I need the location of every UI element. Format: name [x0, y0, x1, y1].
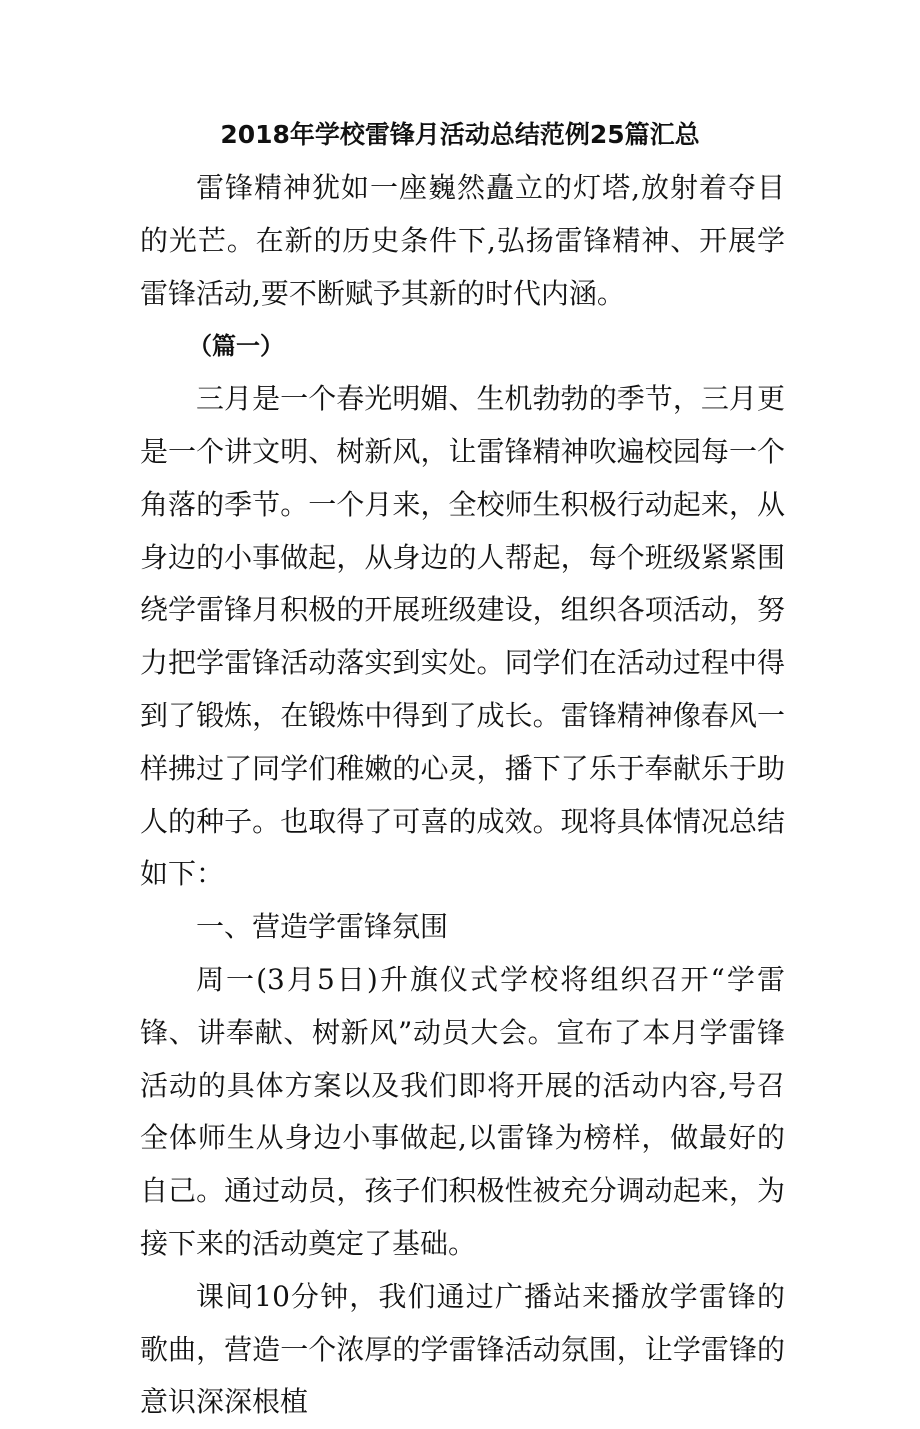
- intro-paragraph: 雷锋精神犹如一座巍然矗立的灯塔,放射着夺目的光芒。在新的历史条件下,弘扬雷锋精神、开展学雷锋活动,要不断赋予其新的时代内涵。: [140, 171, 785, 310]
- document-title: 2018年学校雷锋月活动总结范例25篇汇总: [220, 120, 700, 149]
- subheading: 一、营造学雷锋氛围: [196, 910, 449, 944]
- document-body: [140, 162, 785, 1429]
- body-paragraph: 三月是一个春光明媚、生机勃勃的季节，三月更是一个讲文明、树新风，让雷锋精神吹遍校园每一个角落的季节。一个月来，全校师生积极行动起来，从身边的小事做起，从身边的人帮起，每个班级紧紧围绕学雷锋月积极的开展班级建设，组织各项活动，努力把学雷锋活动落实到实处。同学们在活动过程中得到了锻炼，在锻炼中得到了成长。雷锋精神像春风一样拂过了同学们稚嫩的心灵，播下了乐于奉献乐于助人的种子。也取得了可喜的成效。现将具体情况总结如下：: [140, 382, 785, 891]
- section-heading: （篇一）: [188, 332, 284, 361]
- body-paragraph: 周一(3月5日)升旗仪式学校将组织召开“学雷锋、讲奉献、树新风”动员大会。宣布了本月学雷锋活动的具体方案以及我们即将开展的活动内容,号召全体师生从身边小事做起,以雷锋为榜样，做最好的自己。通过动员，孩子们积极性被充分调动起来，为接下来的活动奠定了基础。: [140, 962, 785, 1260]
- body-paragraph: 课间10分钟，我们通过广播站来播放学雷锋的歌曲，营造一个浓厚的学雷锋活动氛围，让学雷锋的意识深深根植: [140, 1279, 785, 1419]
